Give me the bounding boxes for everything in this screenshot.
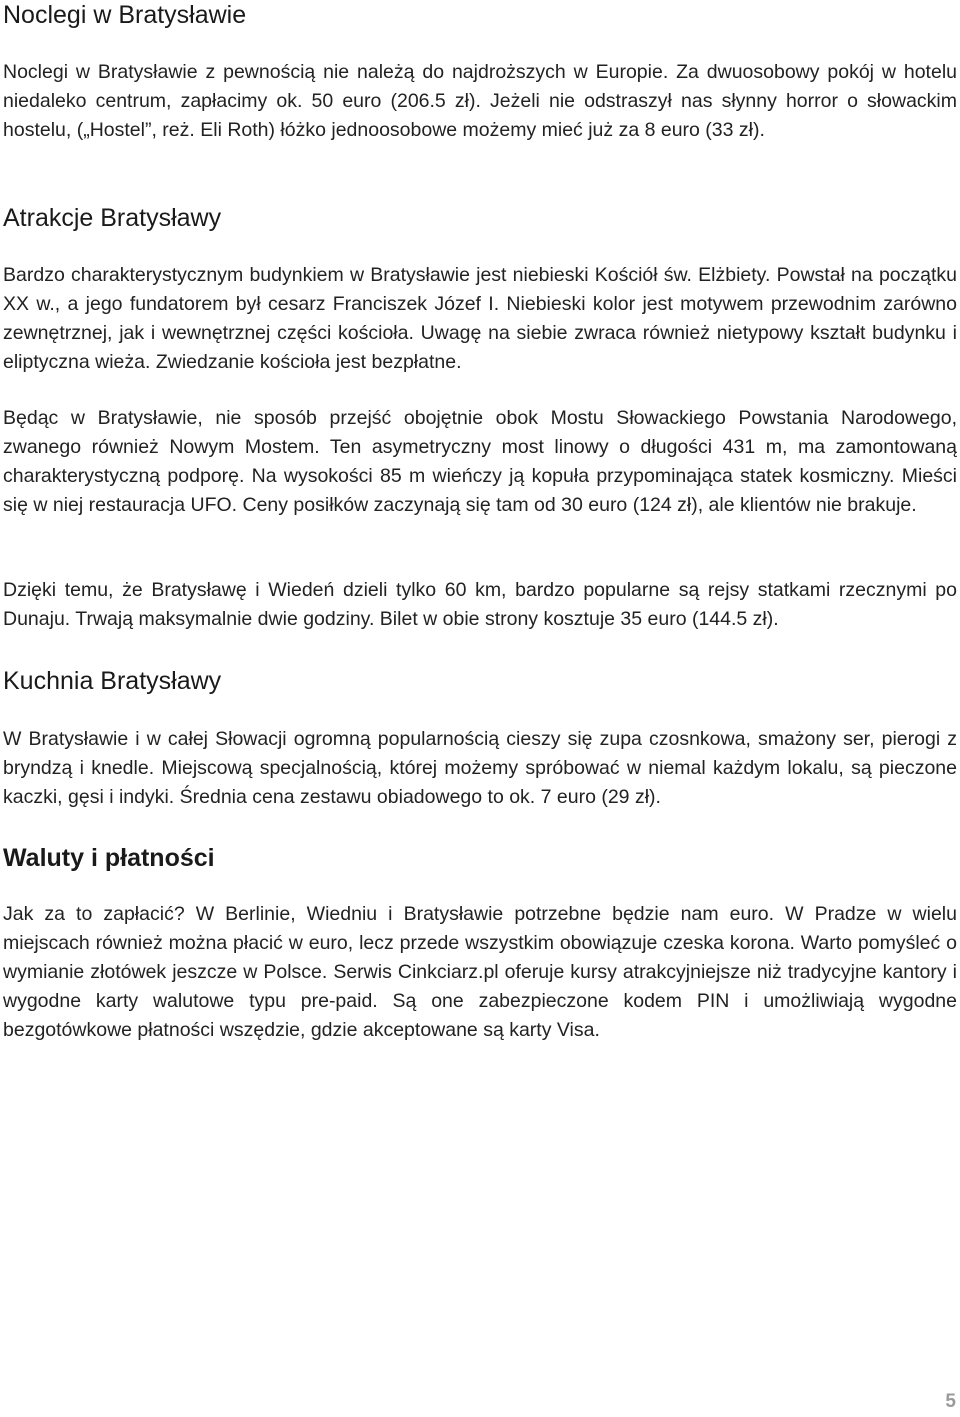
section-title-waluty: Waluty i płatności: [3, 844, 215, 872]
paragraph-waluty: Jak za to zapłacić? W Berlinie, Wiedniu i Bratysławie potrzebne będzie nam euro. W Pradze w wielu miejscach również można płacić w euro, lecz przede wszystkim obowiązuje czeska korona. Warto pomyśleć o wymianie złotówek jeszcze w Polsce. Serwis Cinkciarz.pl oferuje kursy atrakcyjniejsze niż tradycyjne kantory i wygodne karty walutowe typu pre-paid. Są one zabezpieczone kodem PIN i umożliwiają wygodne bezgotówkowe płatności wszędzie, gdzie akceptowane są karty Visa.: [3, 903, 957, 1041]
section-title-noclegi: Noclegi w Bratysławie: [3, 1, 247, 29]
paragraph-atrakcje-most: Będąc w Bratysławie, nie sposób przejść obojętnie obok Mostu Słowackiego Powstania Narodowego, zwanego również Nowym Mostem. Ten asymetryczny most linowy o długości 431 m, ma zamontowaną charakterystyczną podporę. Na wysokości 85 m wieńczy ją kopuła przypominająca statek kosmiczny. Mieści się w niej restauracja UFO. Ceny posiłków zaczynają się tam od 30 euro (124 zł), ale klientów nie brakuje.: [3, 407, 957, 516]
paragraph-noclegi: Noclegi w Bratysławie z pewnością nie należą do najdroższych w Europie. Za dwuosobowy pokój w hotelu niedaleko centrum, zapłacimy ok. 50 euro (206.5 zł). Jeżeli nie odstraszył nas słynny horror o słowackim hostelu, („Hostel”, reż. Eli Roth) łóżko jednoosobowe możemy mieć już za 8 euro (33 zł).: [3, 61, 957, 141]
paragraph-atrakcje-kosciol: Bardzo charakterystycznym budynkiem w Bratysławie jest niebieski Kościół św. Elżbiety. Powstał na początku XX w., a jego fundatorem był cesarz Franciszek Józef I. Niebieski kolor jest motywem przewodnim zarówno zewnętrznej, jak i wewnętrznej części kościoła. Uwagę na siebie zwraca również nietypowy kształt budynku i eliptyczna wieża. Zwiedzanie kościoła jest bezpłatne.: [3, 264, 957, 373]
page-number: 5: [945, 1391, 956, 1412]
paragraph-kuchnia: W Bratysławie i w całej Słowacji ogromną popularnością cieszy się zupa czosnkowa, smażony ser, pierogi z bryndzą i knedle. Miejscową specjalnością, której możemy spróbować w niemal każdym lokalu, są pieczone kaczki, gęsi i indyki. Średnia cena zestawu obiadowego to ok. 7 euro (29 zł).: [3, 728, 957, 808]
paragraph-atrakcje-rejsy: Dzięki temu, że Bratysławę i Wiedeń dzieli tylko 60 km, bardzo popularne są rejsy statkami rzecznymi po Dunaju. Trwają maksymalnie dwie godziny. Bilet w obie strony kosztuje 35 euro (144.5 zł).: [3, 579, 957, 630]
section-title-kuchnia: Kuchnia Bratysławy: [3, 667, 222, 695]
section-title-atrakcje: Atrakcje Bratysławy: [3, 204, 222, 232]
